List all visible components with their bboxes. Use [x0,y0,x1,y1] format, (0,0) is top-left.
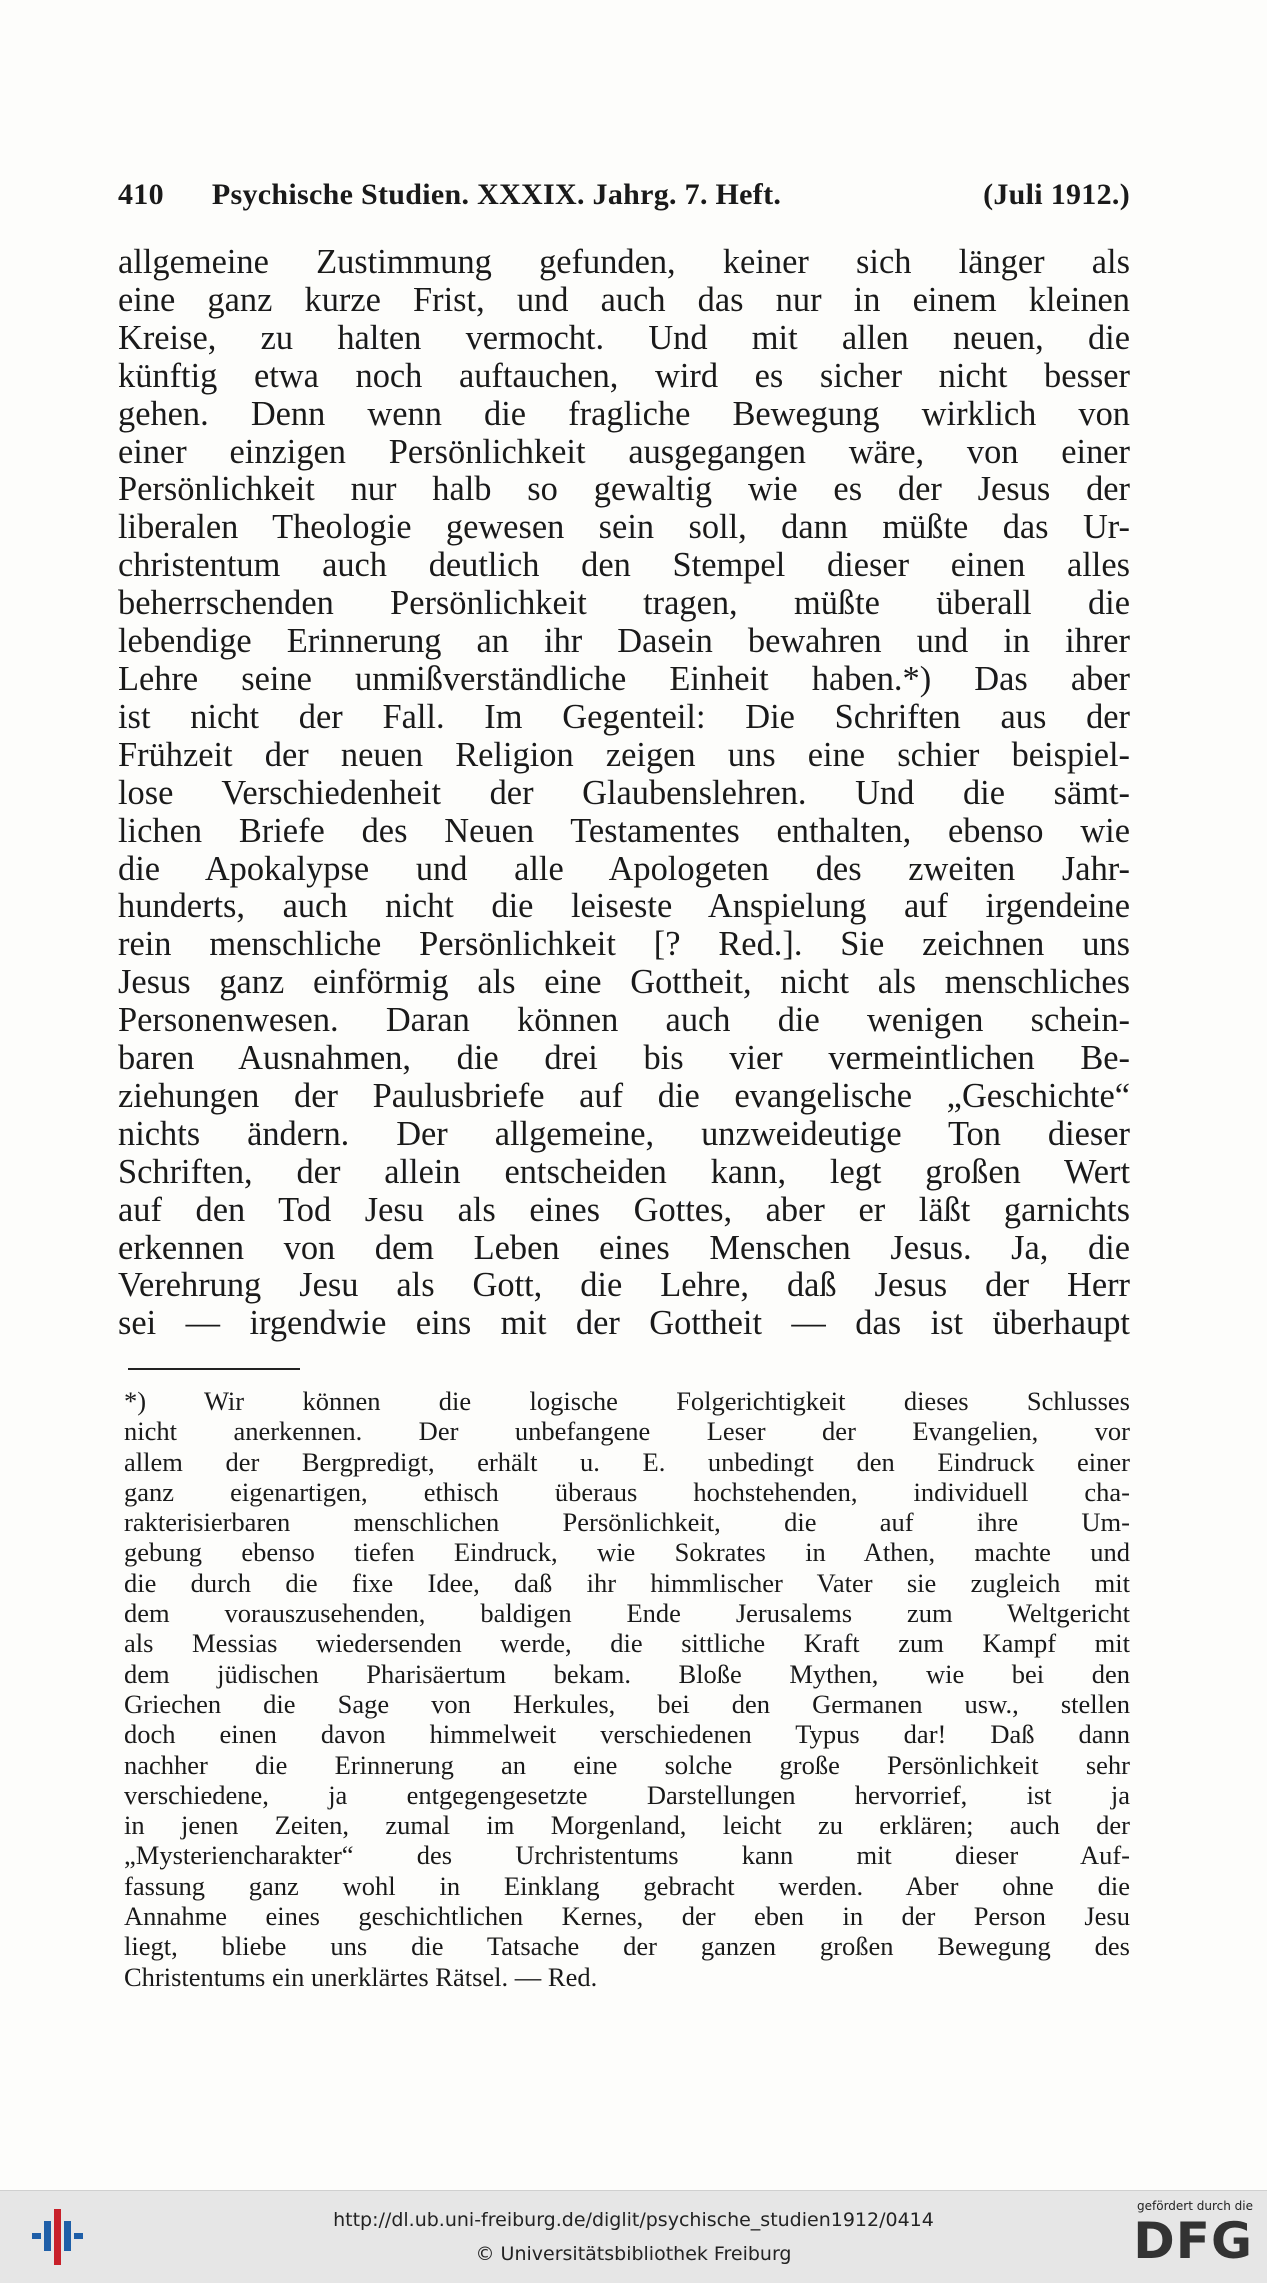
text-line: Schriften, der allein entscheiden kann, legt großen Wert [118,1152,1130,1191]
journal-title: Psychische Studien. XXXIX. Jahrg. 7. Heft. [211,178,782,211]
running-head [118,178,1130,212]
sponsor-caption: gefördert durch die [1137,2199,1253,2213]
text-line: liberalen Theologie gewesen sein soll, dann müßte das Ur- [118,508,1130,547]
footnote-divider [128,1368,300,1370]
text-line: eine ganz kurze Frist, und auch das nur in einem kleinen [118,280,1130,319]
permalink-url[interactable]: http://dl.ub.uni-freiburg.de/diglit/psychische_studien1912/0414 [333,2209,934,2231]
text-line: allgemeine Zustimmung gefunden, keiner sich länger als [118,243,1130,281]
text-line: beherrschenden Persönlichkeit tragen, müßte überall die [118,584,1130,623]
footnote-line: in jenen Zeiten, zumal im Morgenland, leicht zu erklären; auch der [124,1810,1130,1841]
text-line: rein menschliche Persönlichkeit [? Red.]. Sie zeichnen uns [118,925,1130,964]
footnote-line: liegt, bliebe uns die Tatsache der ganzen großen Bewegung des [124,1931,1130,1962]
footnote-line: gebung ebenso tiefen Eindruck, wie Sokrates in Athen, machte und [124,1537,1130,1568]
text-line: künftig etwa noch auftauchen, wird es sicher nicht besser [118,356,1130,395]
footnote-line: nachher die Erinnerung an eine solche große Persönlichkeit sehr [124,1749,1130,1780]
text-line: nichts ändern. Der allgemeine, unzweideutige Ton dieser [118,1114,1130,1153]
text-line: hunderts, auch nicht die leiseste Anspielung auf irgendeine [118,887,1130,926]
text-line: Personenwesen. Daran können auch die wenigen schein- [118,1001,1130,1040]
text-line: baren Ausnahmen, die drei bis vier vermeintlichen Be- [118,1039,1130,1078]
main-text [118,244,1130,1343]
text-line: Kreise, zu halten vermocht. Und mit allen neuen, die [118,318,1130,357]
text-line: sei — irgendwie eins mit der Gottheit — das ist überhaupt [118,1304,1130,1343]
footnote-line: nicht anerkennen. Der unbefangene Leser der Evangelien, vor [124,1416,1130,1447]
footnote-line: Griechen die Sage von Herkules, bei den Germanen usw., stellen [124,1688,1130,1719]
footnote-line: verschiedene, ja entgegengesetzte Darstellungen hervorrief, ist ja [124,1779,1130,1810]
copyright-notice: © Universitätsbibliothek Freiburg [475,2243,792,2265]
text-line: gehen. Denn wenn die fragliche Bewegung wirklich von [118,394,1130,433]
text-line: Frühzeit der neuen Religion zeigen uns eine schier beispiel- [118,735,1130,774]
text-line: Lehre seine unmißverständliche Einheit haben.*) Das aber [118,659,1130,698]
issue-date: (Juli 1912.) [983,178,1130,211]
footnote-line: dem vorauszusehenden, baldigen Ende Jerusalems zum Weltgericht [124,1598,1130,1629]
page-number: 410 [118,178,164,211]
text-line: Jesus ganz einförmig als eine Gottheit, nicht als menschliches [118,963,1130,1002]
footnote-line: als Messias wiedersenden werde, die sittliche Kraft zum Kampf mit [124,1628,1130,1659]
text-line: einer einzigen Persönlichkeit ausgegangen wäre, von einer [118,432,1130,471]
text-line: ziehungen der Paulusbriefe auf die evangelische „Geschichte“ [118,1076,1130,1115]
footnote-line: die durch die fixe Idee, daß ihr himmlischer Vater sie zugleich mit [124,1567,1130,1598]
footnote-line: rakterisierbaren menschlichen Persönlichkeit, die auf ihre Um- [124,1507,1130,1538]
text-line: lose Verschiedenheit der Glaubenslehren. Und die sämt- [118,773,1130,812]
footnote-line: Annahme eines geschichtlichen Kernes, der eben in der Person Jesu [124,1901,1130,1932]
text-line: lichen Briefe des Neuen Testamentes enthalten, ebenso wie [118,811,1130,850]
text-line: Persönlichkeit nur halb so gewaltig wie es der Jesus der [118,470,1130,509]
footnote-line: fassung ganz wohl in Einklang gebracht werden. Aber ohne die [124,1870,1130,1901]
text-line: die Apokalypse und alle Apologeten des zweiten Jahr- [118,849,1130,888]
text-line: auf den Tod Jesu als eines Gottes, aber er läßt garnichts [118,1190,1130,1229]
dfg-wordmark: DFG [1133,2212,1253,2270]
text-line: lebendige Erinnerung an ihr Dasein bewahren und in ihrer [118,622,1130,661]
footnote-line: allem der Bergpredigt, erhält u. E. unbedingt den Eindruck einer [124,1446,1130,1477]
footnote-line: ganz eigenartigen, ethisch überaus hochstehenden, individuell cha- [124,1476,1130,1507]
dfg-logo[interactable] [1113,2199,1253,2279]
text-line: Verehrung Jesu als Gott, die Lehre, daß Jesus der Herr [118,1266,1130,1305]
viewer-footer [0,2190,1267,2283]
text-line: christentum auch deutlich den Stempel dieser einen alles [118,546,1130,585]
footnote [124,1386,1130,1992]
footnote-line: „Mysteriencharakter“ des Urchristentums kann mit dieser Auf- [124,1840,1130,1871]
text-line: erkennen von dem Leben eines Menschen Jesus. Ja, die [118,1228,1130,1267]
footnote-line: Christentums ein unerklärtes Rätsel. — Red. [124,1961,598,1992]
footnote-line: *) Wir können die logische Folgerichtigkeit dieses Schlusses [124,1386,1130,1416]
text-line: ist nicht der Fall. Im Gegenteil: Die Schriften aus der [118,697,1130,736]
footnote-line: dem jüdischen Pharisäertum bekam. Bloße Mythen, wie bei den [124,1658,1130,1689]
footnote-line: doch einen davon himmelweit verschiedenen Typus dar! Daß dann [124,1719,1130,1750]
